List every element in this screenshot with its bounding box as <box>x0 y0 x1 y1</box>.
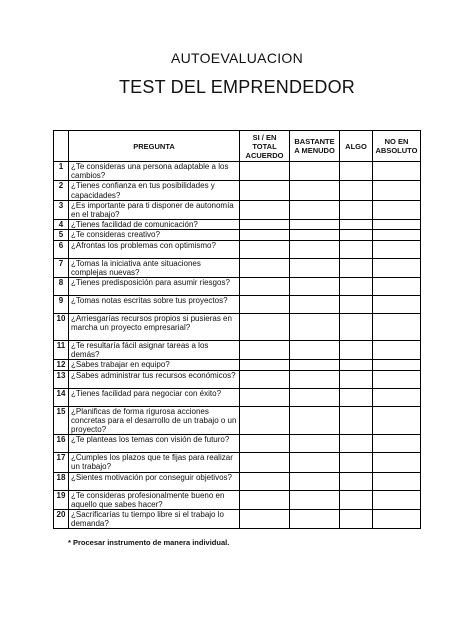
question-number: 5 <box>54 230 69 240</box>
answer-cell-total-agreement[interactable] <box>240 220 290 230</box>
question-number: 12 <box>54 360 69 370</box>
questionnaire-table <box>53 130 421 529</box>
answer-cell-total-agreement[interactable] <box>240 472 290 490</box>
table-row <box>54 230 421 240</box>
table-row <box>54 278 421 296</box>
table-row <box>54 388 421 406</box>
answer-cell-somewhat[interactable] <box>340 360 373 370</box>
answer-cell-not-at-all[interactable] <box>373 220 421 230</box>
answer-cell-total-agreement[interactable] <box>240 230 290 240</box>
question-text: ¿Tienes facilidad para negociar con éxito? <box>69 388 240 406</box>
answer-cell-not-at-all[interactable] <box>373 453 421 472</box>
answer-cell-often[interactable] <box>290 388 340 406</box>
answer-cell-somewhat[interactable] <box>340 490 373 509</box>
answer-cell-total-agreement[interactable] <box>240 181 290 200</box>
answer-cell-often[interactable] <box>290 258 340 277</box>
question-text: ¿Sabes administrar tus recursos económicos? <box>69 370 240 388</box>
answer-cell-not-at-all[interactable] <box>373 314 421 341</box>
question-text: ¿Tienes predisposición para asumir riesgos? <box>69 278 240 296</box>
table-row <box>54 472 421 490</box>
answer-cell-often[interactable] <box>290 370 340 388</box>
table-row <box>54 296 421 314</box>
question-number: 17 <box>54 453 69 472</box>
question-number: 2 <box>54 181 69 200</box>
document-subtitle: TEST DEL EMPRENDEDOR <box>118 77 356 97</box>
question-number: 18 <box>54 472 69 490</box>
answer-cell-not-at-all[interactable] <box>373 162 421 181</box>
answer-cell-total-agreement[interactable] <box>240 406 290 435</box>
answer-cell-somewhat[interactable] <box>340 453 373 472</box>
question-text: ¿Sacrificarías tu tiempo libre si el trabajo lo demanda? <box>69 510 240 529</box>
answer-cell-not-at-all[interactable] <box>373 296 421 314</box>
answer-cell-total-agreement[interactable] <box>240 360 290 370</box>
table-row <box>54 453 421 472</box>
table-row <box>54 370 421 388</box>
document-title: AUTOEVALUACION <box>170 50 304 66</box>
answer-cell-total-agreement[interactable] <box>240 370 290 388</box>
table-row <box>54 240 421 258</box>
header-question: PREGUNTA <box>69 131 240 162</box>
header-total-agreement: SI / EN TOTAL ACUERDO <box>240 131 290 162</box>
question-text: ¿Sabes trabajar en equipo? <box>69 360 240 370</box>
table-row <box>54 314 421 341</box>
footnote: * Procesar instrumento de manera individual. <box>68 538 230 547</box>
answer-cell-total-agreement[interactable] <box>240 258 290 277</box>
question-text: ¿Tienes confianza en tus posibilidades y capacidades? <box>69 181 240 200</box>
table-row <box>54 360 421 370</box>
header-number <box>54 131 69 162</box>
table-row <box>54 510 421 529</box>
answer-cell-not-at-all[interactable] <box>373 510 421 529</box>
answer-cell-total-agreement[interactable] <box>240 314 290 341</box>
question-number: 14 <box>54 388 69 406</box>
answer-cell-not-at-all[interactable] <box>373 341 421 360</box>
question-text: ¿Te consideras una persona adaptable a los cambios? <box>69 162 240 181</box>
table-row <box>54 220 421 230</box>
question-number: 13 <box>54 370 69 388</box>
question-number: 8 <box>54 278 69 296</box>
answer-cell-often[interactable] <box>290 490 340 509</box>
answer-cell-not-at-all[interactable] <box>373 181 421 200</box>
answer-cell-often[interactable] <box>290 278 340 296</box>
answer-cell-not-at-all[interactable] <box>373 370 421 388</box>
question-text: ¿Te consideras creativo? <box>69 230 240 240</box>
answer-cell-often[interactable] <box>290 406 340 435</box>
answer-cell-somewhat[interactable] <box>340 220 373 230</box>
question-number: 3 <box>54 200 69 219</box>
answer-cell-not-at-all[interactable] <box>373 472 421 490</box>
table-row <box>54 435 421 453</box>
answer-cell-somewhat[interactable] <box>340 341 373 360</box>
answer-cell-often[interactable] <box>290 162 340 181</box>
answer-cell-somewhat[interactable] <box>340 230 373 240</box>
answer-cell-total-agreement[interactable] <box>240 510 290 529</box>
answer-cell-not-at-all[interactable] <box>373 200 421 219</box>
answer-cell-not-at-all[interactable] <box>373 490 421 509</box>
answer-cell-often[interactable] <box>290 341 340 360</box>
answer-cell-total-agreement[interactable] <box>240 162 290 181</box>
answer-cell-somewhat[interactable] <box>340 240 373 258</box>
answer-cell-not-at-all[interactable] <box>373 360 421 370</box>
answer-cell-often[interactable] <box>290 200 340 219</box>
answer-cell-often[interactable] <box>290 296 340 314</box>
question-text: ¿Tomas notas escritas sobre tus proyectos? <box>69 296 240 314</box>
question-text: ¿Cumples los plazos que te fijas para realizar un trabajo? <box>69 453 240 472</box>
question-text: ¿Tomas la iniciativa ante situaciones complejas nuevas? <box>69 258 240 277</box>
question-number: 16 <box>54 435 69 453</box>
answer-cell-often[interactable] <box>290 181 340 200</box>
question-number: 15 <box>54 406 69 435</box>
answer-cell-not-at-all[interactable] <box>373 435 421 453</box>
answer-cell-total-agreement[interactable] <box>240 490 290 509</box>
question-number: 11 <box>54 341 69 360</box>
answer-cell-somewhat[interactable] <box>340 162 373 181</box>
question-text: ¿Afrontas los problemas con optimismo? <box>69 240 240 258</box>
header-often: BASTANTE A MENUDO <box>290 131 340 162</box>
answer-cell-somewhat[interactable] <box>340 258 373 277</box>
answer-cell-total-agreement[interactable] <box>240 388 290 406</box>
question-text: ¿Arriesgarías recursos propios si pusieras en marcha un proyecto empresarial? <box>69 314 240 341</box>
answer-cell-not-at-all[interactable] <box>373 278 421 296</box>
answer-cell-often[interactable] <box>290 240 340 258</box>
header-not-at-all: NO EN ABSOLUTO <box>373 131 421 162</box>
table-body <box>54 162 421 529</box>
answer-cell-total-agreement[interactable] <box>240 296 290 314</box>
answer-cell-often[interactable] <box>290 453 340 472</box>
question-text: ¿Sientes motivación por conseguir objetivos? <box>69 472 240 490</box>
answer-cell-somewhat[interactable] <box>340 314 373 341</box>
answer-cell-somewhat[interactable] <box>340 278 373 296</box>
question-number: 9 <box>54 296 69 314</box>
question-text: ¿Te resultaría fácil asignar tareas a los demás? <box>69 341 240 360</box>
answer-cell-total-agreement[interactable] <box>240 200 290 219</box>
answer-cell-often[interactable] <box>290 230 340 240</box>
question-number: 1 <box>54 162 69 181</box>
answer-cell-total-agreement[interactable] <box>240 435 290 453</box>
question-number: 4 <box>54 220 69 230</box>
answer-cell-often[interactable] <box>290 510 340 529</box>
question-text: ¿Planificas de forma rigurosa acciones concretas para el desarrollo de un trabajo o un proyecto? <box>69 406 240 435</box>
answer-cell-somewhat[interactable] <box>340 406 373 435</box>
answer-cell-often[interactable] <box>290 472 340 490</box>
answer-cell-often[interactable] <box>290 435 340 453</box>
question-text: ¿Tienes facilidad de comunicación? <box>69 220 240 230</box>
answer-cell-total-agreement[interactable] <box>240 278 290 296</box>
answer-cell-somewhat[interactable] <box>340 472 373 490</box>
answer-cell-not-at-all[interactable] <box>373 240 421 258</box>
question-text: ¿Te planteas los temas con visión de futuro? <box>69 435 240 453</box>
answer-cell-somewhat[interactable] <box>340 370 373 388</box>
answer-cell-often[interactable] <box>290 314 340 341</box>
table-row <box>54 490 421 509</box>
answer-cell-somewhat[interactable] <box>340 435 373 453</box>
table-row <box>54 162 421 181</box>
table-row <box>54 406 421 435</box>
answer-cell-often[interactable] <box>290 360 340 370</box>
answer-cell-total-agreement[interactable] <box>240 240 290 258</box>
answer-cell-total-agreement[interactable] <box>240 341 290 360</box>
question-number: 20 <box>54 510 69 529</box>
header-somewhat: ALGO <box>340 131 373 162</box>
answer-cell-not-at-all[interactable] <box>373 406 421 435</box>
answer-cell-total-agreement[interactable] <box>240 453 290 472</box>
table-row <box>54 200 421 219</box>
question-text: ¿Te consideras profesionalmente bueno en aquello que sabes hacer? <box>69 490 240 509</box>
answer-cell-somewhat[interactable] <box>340 296 373 314</box>
question-number: 10 <box>54 314 69 341</box>
question-number: 7 <box>54 258 69 277</box>
table-row <box>54 258 421 277</box>
table-row <box>54 341 421 360</box>
answer-cell-not-at-all[interactable] <box>373 388 421 406</box>
table-row <box>54 181 421 200</box>
question-text: ¿Es importante para ti disponer de autonomía en el trabajo? <box>69 200 240 219</box>
answer-cell-somewhat[interactable] <box>340 200 373 219</box>
answer-cell-somewhat[interactable] <box>340 510 373 529</box>
question-number: 6 <box>54 240 69 258</box>
answer-cell-not-at-all[interactable] <box>373 230 421 240</box>
table-header-row <box>54 131 421 162</box>
answer-cell-somewhat[interactable] <box>340 388 373 406</box>
answer-cell-somewhat[interactable] <box>340 181 373 200</box>
answer-cell-not-at-all[interactable] <box>373 258 421 277</box>
answer-cell-often[interactable] <box>290 220 340 230</box>
question-number: 19 <box>54 490 69 509</box>
